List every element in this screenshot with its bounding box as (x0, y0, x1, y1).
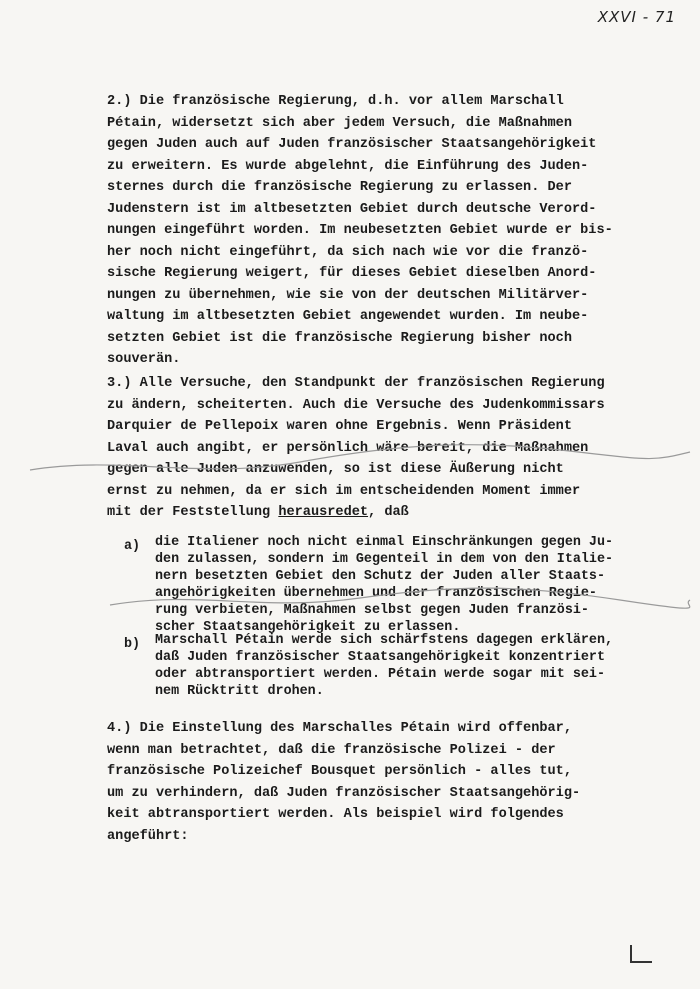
text-line: rung verbieten, Maßnahmen selbst gegen Juden französi- (155, 603, 589, 618)
text-line: her noch nicht eingeführt, da sich nach wie vor die franzö- (107, 244, 589, 260)
text-line: angehörigkeiten übernehmen und der französischen Regie- (155, 586, 597, 601)
text-line: 2.) Die französische Regierung, d.h. vor allem Marschall (107, 94, 564, 109)
text-line: sternes durch die französische Regierung zu erlassen. Der (107, 180, 572, 195)
underlined-word: herausredet (278, 505, 369, 520)
text-line: waltung im altbesetzten Gebiet angewendet wurden. Im neube- (107, 309, 589, 324)
text-line: Pétain, widersetzt sich aber jedem Versuch, die Maßnahmen (107, 115, 572, 131)
text-line: Marschall Pétain werde sich schärfstens dagegen erklären, (155, 633, 614, 648)
text-line: keit abtransportiert werden. Als beispiel wird folgendes (107, 807, 564, 822)
text-line: 3.) Alle Versuche, den Standpunkt der französischen Regierung (107, 376, 605, 391)
text-line: wenn man betrachtet, daß die französische Polizei - der (107, 742, 556, 758)
text-line: angeführt: (107, 828, 189, 844)
paragraph-3 (107, 373, 647, 524)
text-line: scher Staatsangehörigkeit zu erlassen. (155, 620, 461, 635)
text-line: nungen eingeführt worden. Im neubesetzten Gebiet wurde er bis- (107, 223, 613, 238)
list-marker: a) (124, 539, 141, 554)
text-line (107, 502, 647, 524)
list-marker: b) (124, 637, 141, 652)
text-line: setzten Gebiet ist die französische Regierung bisher noch (107, 330, 572, 346)
paragraph-4 (107, 718, 647, 847)
corner-stamp-mark (630, 945, 652, 963)
text-line: 4.) Die Einstellung des Marschalles Pétain wird offenbar, (107, 721, 572, 736)
archive-reference: XXVI - 71 (597, 8, 676, 26)
text-line: gegen alle Juden anzuwenden, so ist diese Äußerung nicht (107, 462, 564, 477)
text-line: um zu verhindern, daß Juden französischer Staatsangehörig- (107, 785, 581, 801)
text-line: ernst zu nehmen, da er sich im entscheidenden Moment immer (107, 483, 581, 499)
paragraph-2 (107, 91, 647, 371)
text-line: Laval auch angibt, er persönlich wäre bereit, die Maßnahmen (107, 440, 589, 456)
text-line: sische Regierung weigert, für dieses Gebiet dieselben Anord- (107, 266, 597, 281)
text-line: den zulassen, sondern im Gegenteil in dem von den Italie- (155, 552, 614, 567)
text-line: Judenstern ist im altbesetzten Gebiet durch deutsche Verord- (107, 201, 597, 217)
text-line: nungen zu übernehmen, wie sie von der deutschen Militärver- (107, 287, 589, 303)
text-line: nern besetzten Gebiet den Schutz der Juden aller Staats- (155, 569, 605, 584)
text-line: souverän. (107, 352, 181, 367)
text-fragment: mit der Feststellung (107, 505, 279, 520)
text-line: Darquier de Pellepoix waren ohne Ergebnis. Wenn Präsident (107, 419, 572, 434)
text-line: französische Polizeichef Bousquet persönlich - alles tut, (107, 764, 572, 779)
subparagraph-body (155, 632, 613, 700)
text-fragment: , daß (368, 505, 409, 520)
text-line: gegen Juden auch auf Juden französischer Staatsangehörigkeit (107, 137, 597, 152)
text-line: oder abtransportiert werden. Pétain werde sogar mit sei- (155, 667, 605, 682)
text-line: nem Rücktritt drohen. (155, 684, 324, 699)
text-line: zu erweitern. Es wurde abgelehnt, die Einführung des Juden- (107, 158, 589, 174)
text-line: zu ändern, scheiterten. Auch die Versuche des Judenkommissars (107, 397, 605, 413)
subparagraph-body (155, 534, 613, 636)
text-line: die Italiener noch nicht einmal Einschränkungen gegen Ju- (155, 535, 614, 550)
text-line: daß Juden französischer Staatsangehörigkeit konzentriert (155, 650, 605, 665)
